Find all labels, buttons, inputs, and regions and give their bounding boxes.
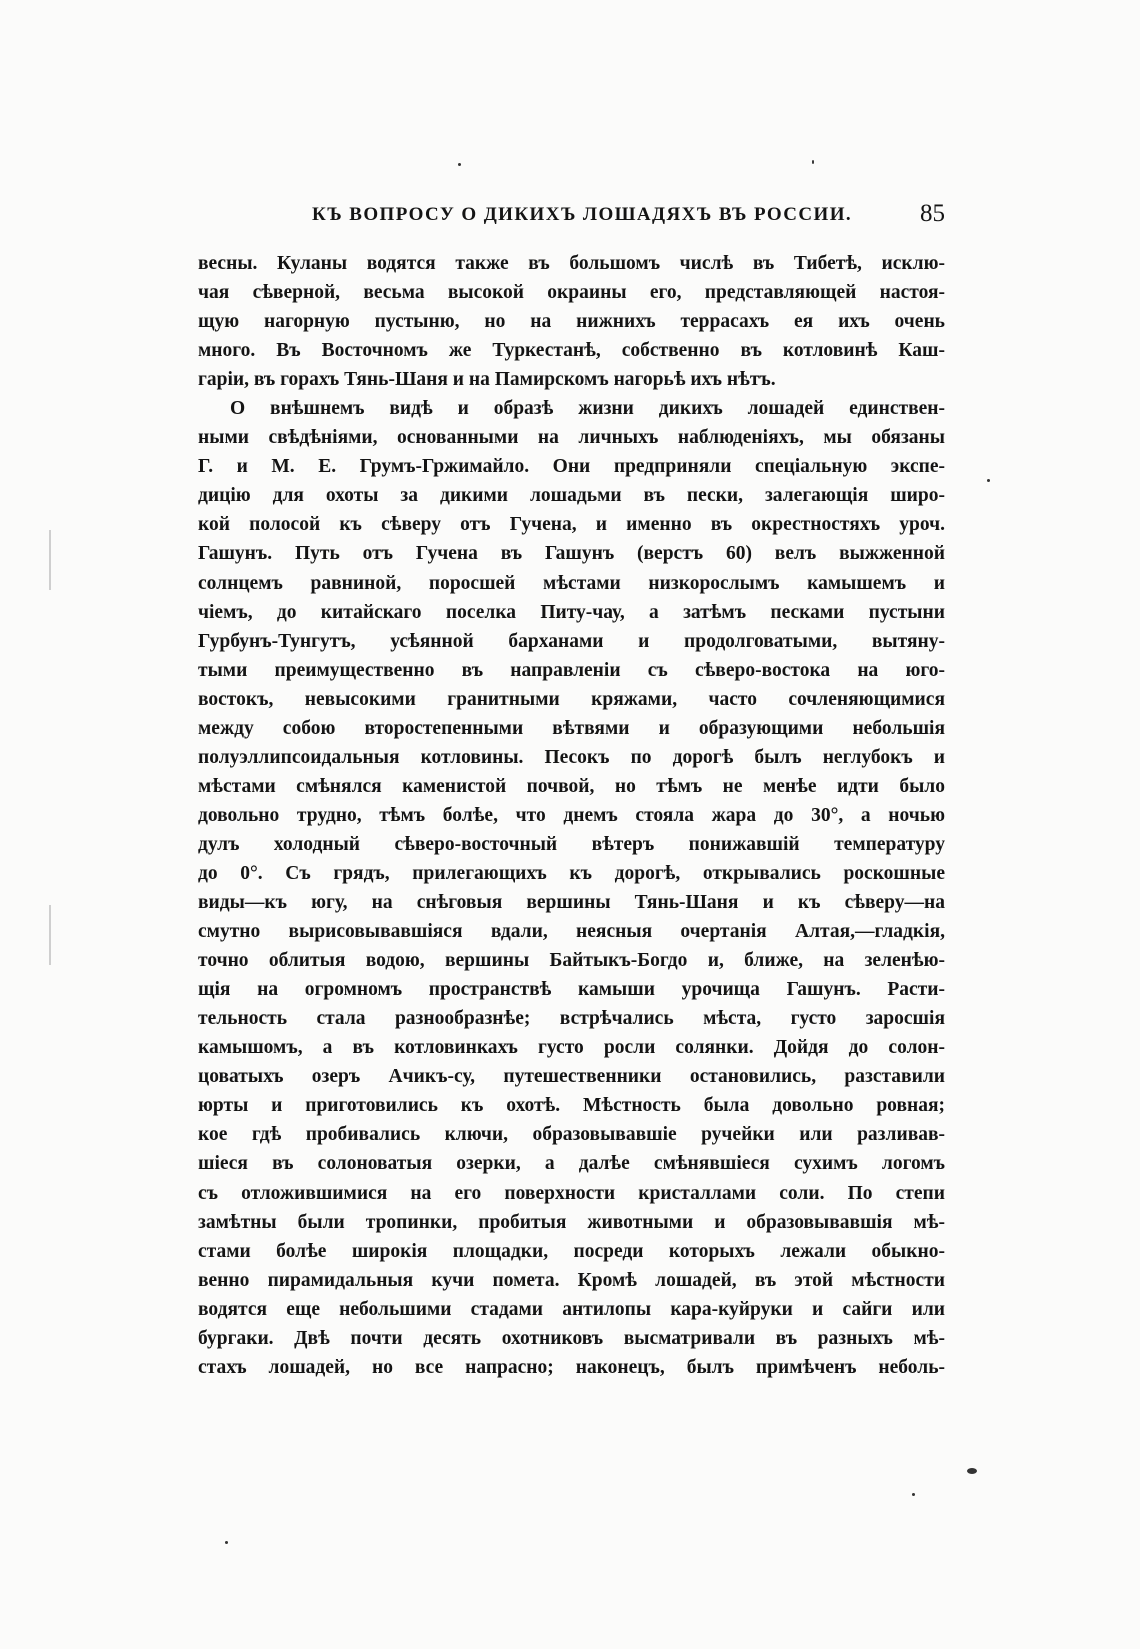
text-line: тельность стала разнообразнѣе; встрѣчались мѣста, густо заросшія	[198, 1008, 945, 1030]
text-line: гаріи, въ горахъ Тянь-Шаня и на Памирскомъ нагорьѣ ихъ нѣтъ.	[198, 369, 776, 391]
scan-speck	[967, 1468, 977, 1474]
text-line: щую нагорную пустыню, но на нижнихъ террасахъ ея ихъ очень	[198, 311, 945, 333]
running-head: КЪ ВОПРОСУ О ДИКИХЪ ЛОШАДЯХЪ ВЪ РОССИИ.	[312, 204, 853, 225]
text-line: камышомъ, а въ котловинкахъ густо росли солянки. Дойдя до солон-	[198, 1037, 945, 1059]
text-line: щія на огромномъ пространствѣ камыши урочища Гашунъ. Расти-	[198, 979, 945, 1001]
text-line: шіеся въ солоноватыя озерки, а далѣе смѣнявшіеся сухимъ логомъ	[198, 1153, 945, 1175]
scan-speck	[458, 163, 461, 166]
scan-speck	[225, 1541, 228, 1544]
text-line: тыми преимущественно въ направленіи съ сѣверо-востока на юго-	[198, 659, 945, 681]
text-line: полуэллипсоидальныя котловины. Песокъ по дорогѣ былъ неглубокъ и	[198, 746, 945, 768]
text-line: солнцемъ равниной, поросшей мѣстами низкорослымъ камышемъ и	[198, 572, 945, 594]
text-line: дулъ холодный сѣверо-восточный вѣтеръ понижавшій температуру	[198, 833, 945, 855]
text-line: много. Въ Восточномъ же Туркестанѣ, собственно въ котловинѣ Каш-	[198, 340, 945, 362]
text-line: чіемъ, до китайскаго поселка Питу-чау, а затѣмъ песками пустыни	[198, 601, 945, 623]
margin-mark	[49, 530, 51, 590]
text-line: востокъ, невысокими гранитными кряжами, часто сочленяющимися	[198, 688, 945, 710]
text-line: венно пирамидальныя кучи помета. Кромѣ лошадей, въ этой мѣстности	[198, 1269, 945, 1291]
text-line: стами болѣе широкія площадки, посреди которыхъ лежали обыкно-	[198, 1240, 945, 1262]
text-line: кое гдѣ пробивались ключи, образовывавшіе ручейки или разливав-	[198, 1124, 945, 1146]
text-line: дицію для охоты за дикими лошадьми въ пески, залегающія широ-	[198, 485, 945, 507]
text-line: бургаки. Двѣ почти десять охотниковъ высматривали въ разныхъ мѣ-	[198, 1327, 945, 1349]
body-text	[198, 249, 945, 1382]
text-line: до 0°. Съ грядъ, прилегающихъ къ дорогѣ, открывались роскошные	[198, 862, 945, 884]
text-line: довольно трудно, тѣмъ болѣе, что днемъ стояла жара до 30°, а ночью	[198, 804, 945, 826]
text-line: точно облитыя водою, вершины Байтыкъ-Богдо и, ближе, на зеленѣю-	[198, 950, 945, 972]
text-line: мѣстами смѣнялся каменистой почвой, но тѣмъ не менѣе идти было	[198, 775, 945, 797]
text-line: весны. Куланы водятся также въ большомъ числѣ въ Тибетѣ, исклю-	[198, 253, 945, 274]
text-line: чая сѣверной, весьма высокой окраины его, представляющей настоя-	[198, 282, 945, 304]
text-line: Г. и М. Е. Грумъ-Гржимайло. Они предприняли спеціальную экспе-	[198, 456, 945, 478]
text-line: смутно вырисовывавшіяся вдали, неясныя очертанія Алтая,—гладкія,	[198, 921, 945, 943]
text-line: юрты и приготовились къ охотѣ. Мѣстность была довольно ровная;	[198, 1095, 945, 1117]
text-line: ными свѣдѣніями, основанными на личныхъ наблюденіяхъ, мы обязаны	[198, 427, 945, 449]
text-line: цоватыхъ озеръ Ачикъ-су, путешественники остановились, разставили	[198, 1066, 945, 1088]
scan-speck	[912, 1493, 915, 1496]
text-line: Гурбунъ-Тунгутъ, усѣянной барханами и продолговатыми, вытяну-	[198, 630, 945, 652]
text-line: О внѣшнемъ видѣ и образѣ жизни дикихъ лошадей единствен-	[230, 398, 945, 420]
text-line: съ отложившимися на его поверхности кристаллами соли. По степи	[198, 1182, 945, 1204]
text-line: виды—къ югу, на снѣговыя вершины Тянь-Шаня и къ сѣверу—на	[198, 892, 945, 914]
scan-speck	[812, 160, 814, 164]
margin-mark	[49, 905, 51, 965]
text-line: между собою второстепенными вѣтвями и образующими небольшія	[198, 717, 945, 739]
text-line: кой полосой къ сѣверу отъ Гучена, и именно въ окрестностяхъ уроч.	[198, 514, 945, 536]
scan-speck	[987, 479, 990, 482]
text-line: стахъ лошадей, но все напрасно; наконецъ, былъ примѣченъ неболь-	[198, 1356, 945, 1378]
page-number: 85	[920, 200, 945, 227]
text-line: Гашунъ. Путь отъ Гучена въ Гашунъ (верстъ 60) велъ выжженной	[198, 543, 945, 565]
text-line: водятся еще небольшими стадами антилопы кара-куйруки и сайги или	[198, 1298, 945, 1320]
text-line: замѣтны были тропинки, пробитыя животными и образовывавшія мѣ-	[198, 1211, 945, 1233]
page-header	[205, 200, 945, 234]
